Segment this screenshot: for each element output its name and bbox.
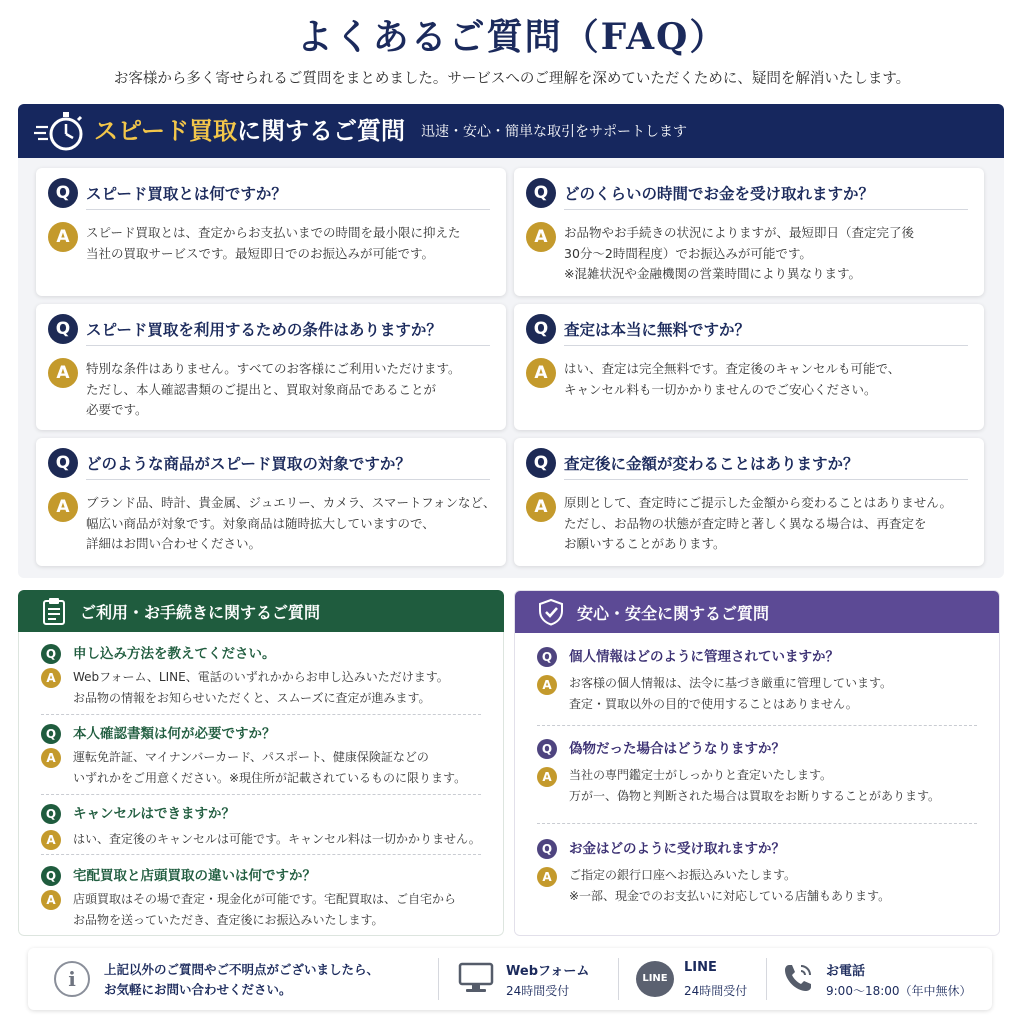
divider [564, 209, 968, 210]
faq-answer [86, 493, 496, 555]
line-icon [636, 961, 674, 997]
answer-line: ※混雑状況や金融機関の営業時間により異なります。 [564, 266, 861, 281]
answer-badge: A [526, 358, 556, 388]
contact-footer [28, 948, 992, 1010]
speed-faq-card [514, 438, 984, 566]
divider [41, 854, 481, 855]
question-badge: Q [526, 314, 556, 344]
answer-line: ブランド品、時計、貴金属、ジュエリー、カメラ、スマートフォンなど、 [86, 495, 496, 510]
question-badge: Q [537, 839, 557, 859]
speed-title-highlight: スピード買取 [94, 117, 238, 145]
answer-badge: A [526, 222, 556, 252]
answer-line: 幅広い商品が対象です。対象商品は随時拡大していますので、 [86, 515, 435, 531]
answer-line: 店頭買取はその場で査定・現金化が可能です。宅配買取は、ご自宅から [73, 892, 457, 906]
footer-note-line: お気軽にお問い合わせください。 [104, 982, 292, 997]
faq-question: スピード買取とは何ですか？ [86, 185, 287, 203]
answer-line: ご指定の銀行口座へお振込みいたします。 [569, 868, 797, 882]
divider [41, 794, 481, 795]
faq-question: 個人情報はどのように管理されていますか？ [569, 649, 839, 665]
answer-badge: A [41, 668, 61, 688]
answer-line: 必要です。 [86, 402, 148, 417]
answer-line: 万が一、偽物と判断された場合は買取をお断りすることがあります。 [569, 789, 941, 803]
divider [86, 479, 490, 480]
faq-answer [564, 223, 914, 285]
usage-section-title: ご利用・お手続きに関するご質問 [80, 602, 321, 622]
answer-line: キャンセル料も一切かかりませんのでご安心ください。 [564, 381, 877, 397]
divider [86, 209, 490, 210]
question-badge: Q [41, 724, 61, 744]
page-title: よくあるご質問（FAQ） [296, 16, 728, 58]
answer-line: 運転免許証、マイナンバーカード、パスポート、健康保険証などの [73, 750, 429, 764]
speed-faq-card [36, 438, 506, 566]
faq-answer [73, 829, 481, 850]
answer-line: ただし、お品物の状態が査定時と著しく異なる場合は、再査定を [564, 515, 927, 531]
faq-answer [564, 493, 952, 555]
question-badge: Q [526, 448, 556, 478]
faq-question: 査定後に金額が変わることはありますか？ [564, 455, 859, 473]
contact-title: お電話 [826, 964, 866, 979]
faq-answer [569, 865, 890, 907]
question-badge: Q [41, 644, 61, 664]
answer-badge: A [537, 767, 557, 787]
shield-check-icon [537, 598, 565, 626]
divider [537, 725, 977, 726]
answer-badge: A [48, 358, 78, 388]
answer-line: ただし、本人確認書類のご提出と、買取対象商品であることが [86, 381, 437, 397]
faq-answer [564, 359, 900, 400]
answer-line: 原則として、査定時にご提示した金額から変わることはありません。 [564, 495, 953, 510]
safety-section-body [515, 633, 999, 935]
speed-faq-card [514, 304, 984, 430]
speed-title-rest: に関するご質問 [237, 117, 406, 145]
speed-section-tagline: 迅速・安心・簡単な取引をサポートします [421, 124, 688, 140]
question-badge: Q [48, 314, 78, 344]
faq-answer [73, 667, 449, 709]
faq-answer [86, 359, 461, 421]
answer-line: 査定・買取以外の目的で使用することはありません。 [569, 697, 858, 711]
faq-answer [569, 673, 892, 715]
answer-line: お品物やお手続きの状況によりますが、最短即日（査定完了後 [564, 225, 915, 240]
contact-phone[interactable] [776, 948, 988, 1010]
answer-line: 30分〜2時間程度）でお振込みが可能です。 [564, 245, 812, 261]
question-badge: Q [41, 804, 61, 824]
faq-question: キャンセルはできますか？ [73, 806, 235, 822]
answer-badge: A [41, 830, 61, 850]
footer-note-line: 上記以外のご質問やご不明点がございましたら、 [104, 962, 380, 977]
faq-question: 偽物だった場合はどうなりますか？ [569, 741, 785, 757]
info-icon: i [54, 961, 90, 997]
divider [86, 345, 490, 346]
usage-section-header [18, 590, 504, 632]
speed-section-title [94, 104, 405, 158]
answer-badge: A [537, 867, 557, 887]
speed-faq-card [514, 168, 984, 296]
answer-line: はい、査定後のキャンセルは可能です。キャンセル料は一切かかりません。 [73, 832, 481, 846]
answer-badge: A [41, 890, 61, 910]
question-badge: Q [48, 448, 78, 478]
contact-title: LINE [684, 960, 717, 975]
divider [41, 714, 481, 715]
stopwatch-icon [34, 109, 88, 153]
safety-faq-section [514, 590, 1000, 936]
speed-section-banner [18, 104, 1004, 158]
answer-line: 特別な条件はありません。すべてのお客様にご利用いただけます。 [86, 361, 461, 376]
footer-note [104, 960, 379, 1000]
speed-faq-card [36, 168, 506, 296]
answer-line: 当社の専門鑑定士がしっかりと査定いたします。 [569, 768, 833, 782]
faq-question: どのような商品がスピード買取の対象ですか？ [86, 455, 411, 473]
answer-badge: A [48, 222, 78, 252]
answer-line: いずれかをご用意ください。※現住所が記載されているものに限ります。 [73, 771, 467, 785]
speed-faq-card [36, 304, 506, 430]
divider [438, 958, 439, 1000]
faq-answer [86, 223, 461, 264]
faq-question: 査定は本当に無料ですか？ [564, 321, 751, 339]
faq-question: 宅配買取と店頭買取の違いは何ですか？ [73, 868, 316, 884]
answer-badge: A [41, 748, 61, 768]
speed-faq-section [18, 104, 1004, 578]
answer-line: お品物を送っていただき、査定後にお振込みいたします。 [73, 913, 384, 927]
faq-question: 本人確認書類は何が必要ですか？ [73, 726, 276, 742]
contact-title: Webフォーム [506, 964, 590, 979]
contact-sub: 24時間受付 [506, 984, 570, 998]
answer-line: ※一部、現金でのお支払いに対応している店舗もあります。 [569, 889, 891, 903]
question-badge: Q [537, 739, 557, 759]
answer-line: スピード買取とは、査定からお支払いまでの時間を最小限に抑えた [86, 225, 461, 240]
answer-line: 詳細はお問い合わせください。 [86, 536, 262, 551]
safety-section-header [515, 591, 999, 633]
answer-badge: A [526, 492, 556, 522]
question-badge: Q [526, 178, 556, 208]
answer-line: はい、査定は完全無料です。査定後のキャンセルも可能で、 [564, 361, 901, 376]
question-badge: Q [41, 866, 61, 886]
answer-line: 当社の買取サービスです。最短即日でのお振込みが可能です。 [86, 245, 435, 261]
answer-line: お客様の個人情報は、法令に基づき厳重に管理しています。 [569, 676, 893, 690]
answer-line: お願いすることがあります。 [564, 536, 726, 551]
faq-answer [73, 747, 466, 789]
page-subtitle: お客様から多く寄せられるご質問をまとめました。サービスへのご理解を深めていただくために、疑問を解消いたします。 [113, 71, 911, 87]
phone-icon [782, 962, 814, 994]
faq-question: スピード買取を利用するための条件はありますか？ [86, 321, 442, 339]
safety-section-title: 安心・安全に関するご質問 [577, 603, 770, 623]
question-badge: Q [48, 178, 78, 208]
usage-faq-section [18, 590, 504, 936]
faq-question: どのくらいの時間でお金を受け取れますか？ [564, 185, 875, 203]
contact-sub: 9:00〜18:00（年中無休） [826, 984, 972, 998]
answer-badge: A [48, 492, 78, 522]
divider [564, 479, 968, 480]
answer-badge: A [537, 675, 557, 695]
contact-sub: 24時間受付 [684, 984, 748, 998]
contact-line[interactable] [628, 948, 758, 1010]
divider [766, 958, 767, 1000]
faq-question: 申し込み方法を教えてください。 [73, 646, 276, 662]
clipboard-icon [40, 597, 68, 625]
answer-line: お品物の情報をお知らせいただくと、スムーズに査定が進みます。 [73, 691, 431, 705]
divider [618, 958, 619, 1000]
faq-answer [569, 765, 940, 807]
divider [564, 345, 968, 346]
divider [537, 823, 977, 824]
faq-question: お金はどのように受け取れますか？ [569, 841, 785, 857]
question-badge: Q [537, 647, 557, 667]
contact-web-form[interactable] [448, 948, 608, 1010]
monitor-icon [458, 962, 494, 994]
usage-section-body [18, 632, 504, 936]
line-logo-text: LINE [642, 973, 668, 984]
faq-answer [73, 889, 456, 931]
answer-line: Webフォーム、LINE、電話のいずれかからお申し込みいただけます。 [73, 670, 449, 684]
